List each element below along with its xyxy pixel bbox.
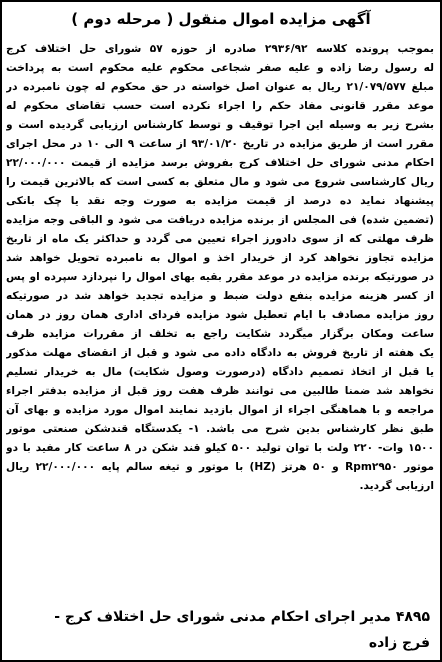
signature-block	[6, 604, 430, 656]
notice-body	[6, 40, 434, 496]
signature-name: فرج زاده	[368, 635, 430, 651]
body-line: مراجعه و با هماهنگی اجراء از اموال بازدید نمایند اموال مورد مزایده و بهای آن	[6, 404, 434, 416]
body-line: مقرر است از طریق مزایده در تاریخ ۹۳/۰۱/۲۰ از ساعت ۹ الی ۱۰ در محل اجرای	[6, 138, 434, 150]
body-line: در صورتیکه برنده مزایده در موعد مقرر بقیه بهای اموال را نپردازد سپرده او پس	[6, 271, 434, 283]
body-line: ریال کارشناسی شروع می شود و مال متعلق به کسی است که بالاترین قیمت را	[6, 176, 434, 188]
body-line: نخواهد شد ضمنا طالبین می توانند ظرف هفت روز قبل از مزایده بدفتر اجراء	[6, 385, 434, 397]
body-line: ارزیابی گردید.	[359, 480, 434, 492]
body-line: طبق نظر کارشناس بدین شرح می باشد. ۱- یکدستگاه قندشکن صنعتی موتور	[6, 423, 434, 435]
notice-title: آگهی مزایده اموال منقول ( مرحله دوم )	[71, 10, 371, 28]
body-line: مبلغ ۲۱/۰۷۹/۵۷۷ ریال به عنوان اصل خواسته در حق محکوم له چون نامبرده در	[6, 81, 434, 93]
body-line: پیشنهاد نماید ده درصد از قیمت مزایده به صورت وجه نقد یا چک بانکی	[6, 195, 434, 207]
signature-title: ۴۸۹۵ مدیر اجرای احکام مدنی شورای حل اختلاف کرج -	[54, 609, 430, 625]
body-line: احکام مدنی شورای حل اختلاف کرج بفروش برسد مزایده از قیمت ۲۲/۰۰۰/۰۰۰	[6, 157, 434, 169]
body-line: ۱۵۰۰ وات- ۲۲۰ ولت با توان تولید ۵۰۰ کیلو قند شکن در ۸ ساعت کار مفید با دو	[6, 442, 434, 454]
body-line: یا قبل از اتخاذ تصمیم دادگاه (درصورت وصول شکایت) مال به خریدار تسلیم	[6, 366, 434, 378]
body-line: مزایده تجاوز نخواهد کرد از خریدار اخذ و اموال به نامبرده تحویل خواهد شد	[6, 252, 434, 264]
body-line: ساعت ومکان برگزار میگردد شکایت راجع به تخلف از مقررات مزایده ظرف	[6, 328, 434, 340]
body-line: روز مزایده مصادف با ایام تعطیل شود مزایده فردای اداری همان روز در همان	[6, 309, 434, 321]
body-line: له رسول رضا زاده و علیه صفر شجاعی محکوم علیه محکوم است به پرداخت	[6, 62, 434, 74]
body-line: موتور Rpm۲۹۵۰ و ۵۰ هرتز (HZ) با موتور و تیغه سالم پایه ۲۲/۰۰۰/۰۰۰ ریال	[6, 461, 434, 473]
body-line: از کسر هزینه مزایده بنفع دولت ضبط و مزایده تجدید خواهد شد در صورتیکه	[6, 290, 434, 302]
body-line: موعد مقرر قانونی مفاد حکم را اجراء نکرده است حسب تقاضای محکوم له	[6, 100, 434, 112]
body-line: (تضمین شده) فی المجلس از برنده مزایده دریافت می شود و الباقی وجه مزایده	[6, 214, 434, 226]
body-line: بشرح زیر به وسیله این اجرا توقیف و توسط کارشناس ارزیابی گردیده است و	[6, 119, 434, 131]
body-line: ظرف مهلتی که از سوی دادورز اجراء تعیین می گردد و حداکثر یک ماه از تاریخ	[6, 233, 434, 245]
body-line: یک هفته از تاریخ فروش به دادگاه داده می شود و قبل از انقضای مهلت مذکور	[6, 347, 434, 359]
body-line: بموجب پرونده کلاسه ۲۹۳۶/۹۲ صادره از حوزه ۵۷ شورای حل اختلاف کرج	[6, 43, 434, 55]
